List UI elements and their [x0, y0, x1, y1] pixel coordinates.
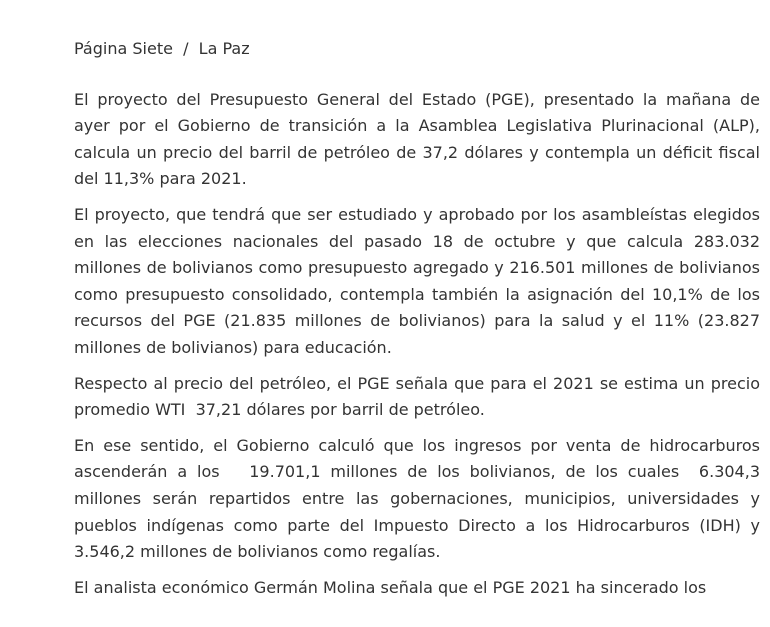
article-paragraph: El proyecto, que tendrá que ser estudiado y aprobado por los asambleístas elegidos en las elecciones nacionales del pasado 18 de octubre y que calcula 283.032 millones de bolivianos como presupuesto agregado y 216.501 millones de bolivianos como presupuesto consolidado, contempla también la asignación del 10,1% de los recursos del PGE (21.835 millones de bolivianos) para la salud y el 11% (23.827 millones de bolivianos) para educación. — [74, 204, 766, 357]
article-byline: Página Siete / La Paz — [74, 39, 250, 58]
article-paragraph: Respecto al precio del petróleo, el PGE señala que para el 2021 se estima un precio promedio WTI 37,21 dólares por barril de petróleo. — [74, 373, 766, 420]
article-body — [74, 36, 766, 610]
article-paragraph: En ese sentido, el Gobierno calculó que los ingresos por venta de hidrocarburos ascenderán a los 19.701,1 millones de los bolivianos, de los cuales 6.304,3 millones serán repartidos entre las gobernaciones, municipios, universidades y pueblos indígenas como parte del Impuesto Directo a los Hidrocarburos (IDH) y 3.546,2 millones de bolivianos como regalías. — [74, 435, 766, 562]
article-paragraph: El proyecto del Presupuesto General del Estado (PGE), presentado la mañana de ayer por el Gobierno de transición a la Asamblea Legislativa Plurinacional (ALP), calcula un precio del barril de petróleo de 37,2 dólares y contempla un déficit fiscal del 11,3% para 2021. — [74, 89, 766, 189]
article-paragraph: El analista económico Germán Molina señala que el PGE 2021 ha sincerado los — [74, 577, 707, 597]
